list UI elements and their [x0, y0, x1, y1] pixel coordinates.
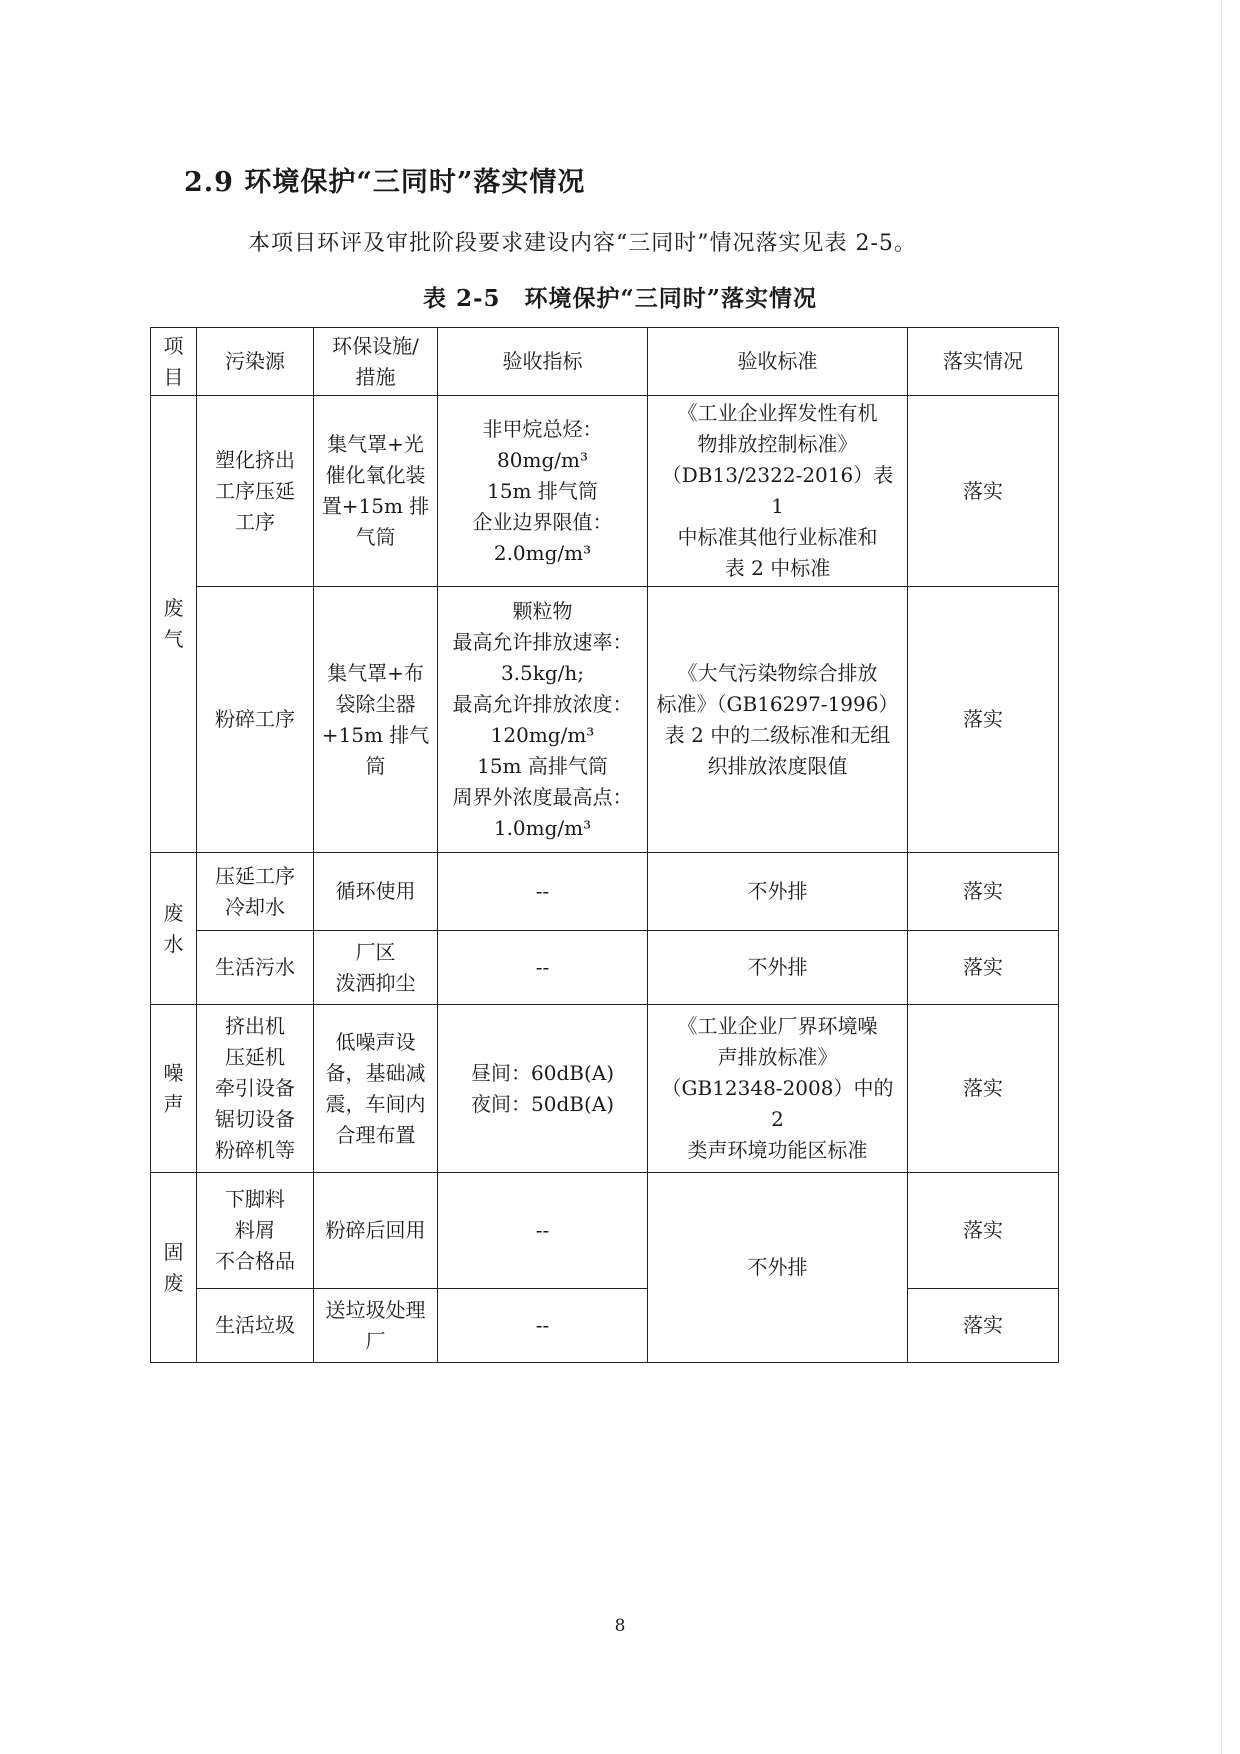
- indicator-cell: --: [438, 1289, 648, 1363]
- status-cell: 落实: [908, 396, 1059, 587]
- table-row: [151, 931, 1059, 1005]
- indicator-cell: 昼间：60dB(A) 夜间：50dB(A): [438, 1005, 648, 1173]
- intro-paragraph: 本项目环评及审批阶段要求建设内容“三同时”情况落实见表 2-5。: [248, 231, 917, 256]
- category-waste-gas: 废 气: [151, 396, 197, 853]
- status-cell: 落实: [908, 931, 1059, 1005]
- category-waste-water: 废 水: [151, 853, 197, 1005]
- header-facility: 环保设施/ 措施: [314, 328, 438, 396]
- status-cell: 落实: [908, 853, 1059, 931]
- page-number: 8: [614, 1616, 626, 1636]
- three-simultaneous-table: [150, 327, 1059, 1363]
- source-cell: 压延工序 冷却水: [197, 853, 314, 931]
- status-cell: 落实: [908, 1173, 1059, 1289]
- facility-cell: 低噪声设 备，基础减 震，车间内 合理布置: [314, 1005, 438, 1173]
- table-header-row: [151, 328, 1059, 396]
- header-indicator: 验收指标: [438, 328, 648, 396]
- indicator-cell: --: [438, 931, 648, 1005]
- indicator-cell: --: [438, 853, 648, 931]
- standard-cell: 不外排: [648, 931, 908, 1005]
- category-solid-waste: 固 废: [151, 1173, 197, 1363]
- header-category: 项 目: [151, 328, 197, 396]
- header-status: 落实情况: [908, 328, 1059, 396]
- facility-cell: 粉碎后回用: [314, 1173, 438, 1289]
- page-edge-line: [1221, 0, 1222, 1754]
- indicator-cell: 颗粒物 最高允许排放速率： 3.5kg/h; 最高允许排放浓度： 120mg/m³ 15m 高排气筒 周界外浓度最高点： 1.0mg/m³: [438, 587, 648, 853]
- indicator-cell: --: [438, 1173, 648, 1289]
- table-row: [151, 1173, 1059, 1289]
- facility-cell: 集气罩+光 催化氧化装 置+15m 排 气筒: [314, 396, 438, 587]
- header-standard: 验收标准: [648, 328, 908, 396]
- source-cell: 生活污水: [197, 931, 314, 1005]
- source-cell: 挤出机 压延机 牵引设备 锯切设备 粉碎机等: [197, 1005, 314, 1173]
- table-row: [151, 1005, 1059, 1173]
- source-cell: 下脚料 料屑 不合格品: [197, 1173, 314, 1289]
- table-row: [151, 1289, 1059, 1363]
- indicator-cell: 非甲烷总烃： 80mg/m³ 15m 排气筒 企业边界限值： 2.0mg/m³: [438, 396, 648, 587]
- status-cell: 落实: [908, 1289, 1059, 1363]
- source-cell: 粉碎工序: [197, 587, 314, 853]
- standard-cell: 不外排: [648, 853, 908, 931]
- source-cell: 塑化挤出 工序压延 工序: [197, 396, 314, 587]
- table-row: [151, 587, 1059, 853]
- status-cell: 落实: [908, 587, 1059, 853]
- facility-cell: 送垃圾处理 厂: [314, 1289, 438, 1363]
- facility-cell: 厂区 泼洒抑尘: [314, 931, 438, 1005]
- facility-cell: 循环使用: [314, 853, 438, 931]
- standard-cell: 《大气污染物综合排放 标准》（GB16297-1996） 表 2 中的二级标准和无组 织排放浓度限值: [648, 587, 908, 853]
- status-cell: 落实: [908, 1005, 1059, 1173]
- table-row: [151, 853, 1059, 931]
- source-cell: 生活垃圾: [197, 1289, 314, 1363]
- table-row: [151, 396, 1059, 587]
- standard-cell: 《工业企业厂界环境噪 声排放标准》 （GB12348-2008）中的 2 类声环境功能区标准: [648, 1005, 908, 1173]
- standard-cell: 不外排: [648, 1173, 908, 1363]
- category-noise: 噪 声: [151, 1005, 197, 1173]
- facility-cell: 集气罩+布 袋除尘器 +15m 排气 筒: [314, 587, 438, 853]
- header-source: 污染源: [197, 328, 314, 396]
- section-title: 2.9 环境保护“三同时”落实情况: [184, 167, 586, 198]
- table-caption: 表 2-5 环境保护“三同时”落实情况: [422, 285, 818, 312]
- standard-cell: 《工业企业挥发性有机 物排放控制标准》 （DB13/2322-2016）表 1 中标准其他行业标准和 表 2 中标准: [648, 396, 908, 587]
